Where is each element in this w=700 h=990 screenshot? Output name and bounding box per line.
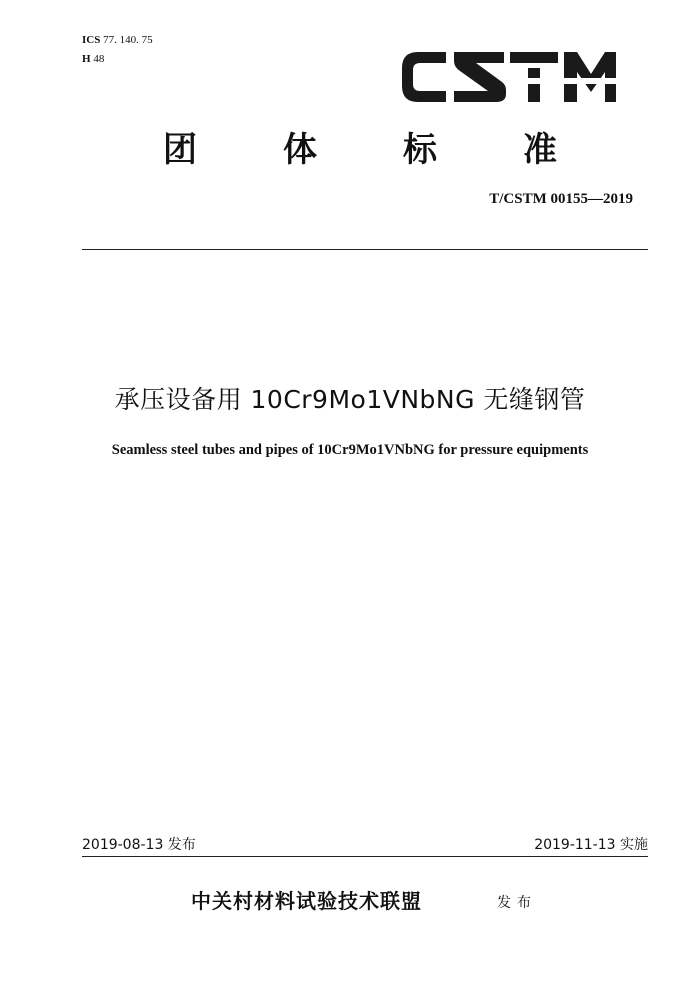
issued-label: 发布	[497, 895, 537, 911]
footer-divider	[82, 856, 648, 857]
implementation-date: 2019-11-13 实施	[534, 837, 648, 853]
ics-label: ICS	[82, 34, 101, 46]
header-divider	[82, 249, 648, 250]
ics-value: 77. 140. 75	[103, 34, 153, 46]
classification-code	[82, 52, 104, 66]
release-date: 2019-08-13 发布	[82, 837, 196, 853]
h-value: 48	[93, 53, 105, 65]
ics-code	[82, 33, 153, 47]
h-label: H	[82, 53, 91, 65]
document-type-heading	[150, 130, 570, 170]
doc-type-char: 标	[403, 130, 437, 170]
title-chinese: 承压设备用 10Cr9Mo1VNbNG 无缝钢管	[114, 385, 586, 414]
cstm-logo	[396, 44, 618, 110]
issuing-organization: 中关村材料试验技术联盟	[191, 889, 422, 913]
doc-type-char: 体	[283, 130, 317, 170]
title-english: Seamless steel tubes and pipes of 10Cr9Mo1VNbNG for pressure equipments	[111, 442, 589, 458]
doc-type-char: 准	[523, 130, 557, 170]
doc-type-char: 团	[163, 130, 197, 170]
standard-number: T/CSTM 00155—2019	[489, 191, 633, 207]
